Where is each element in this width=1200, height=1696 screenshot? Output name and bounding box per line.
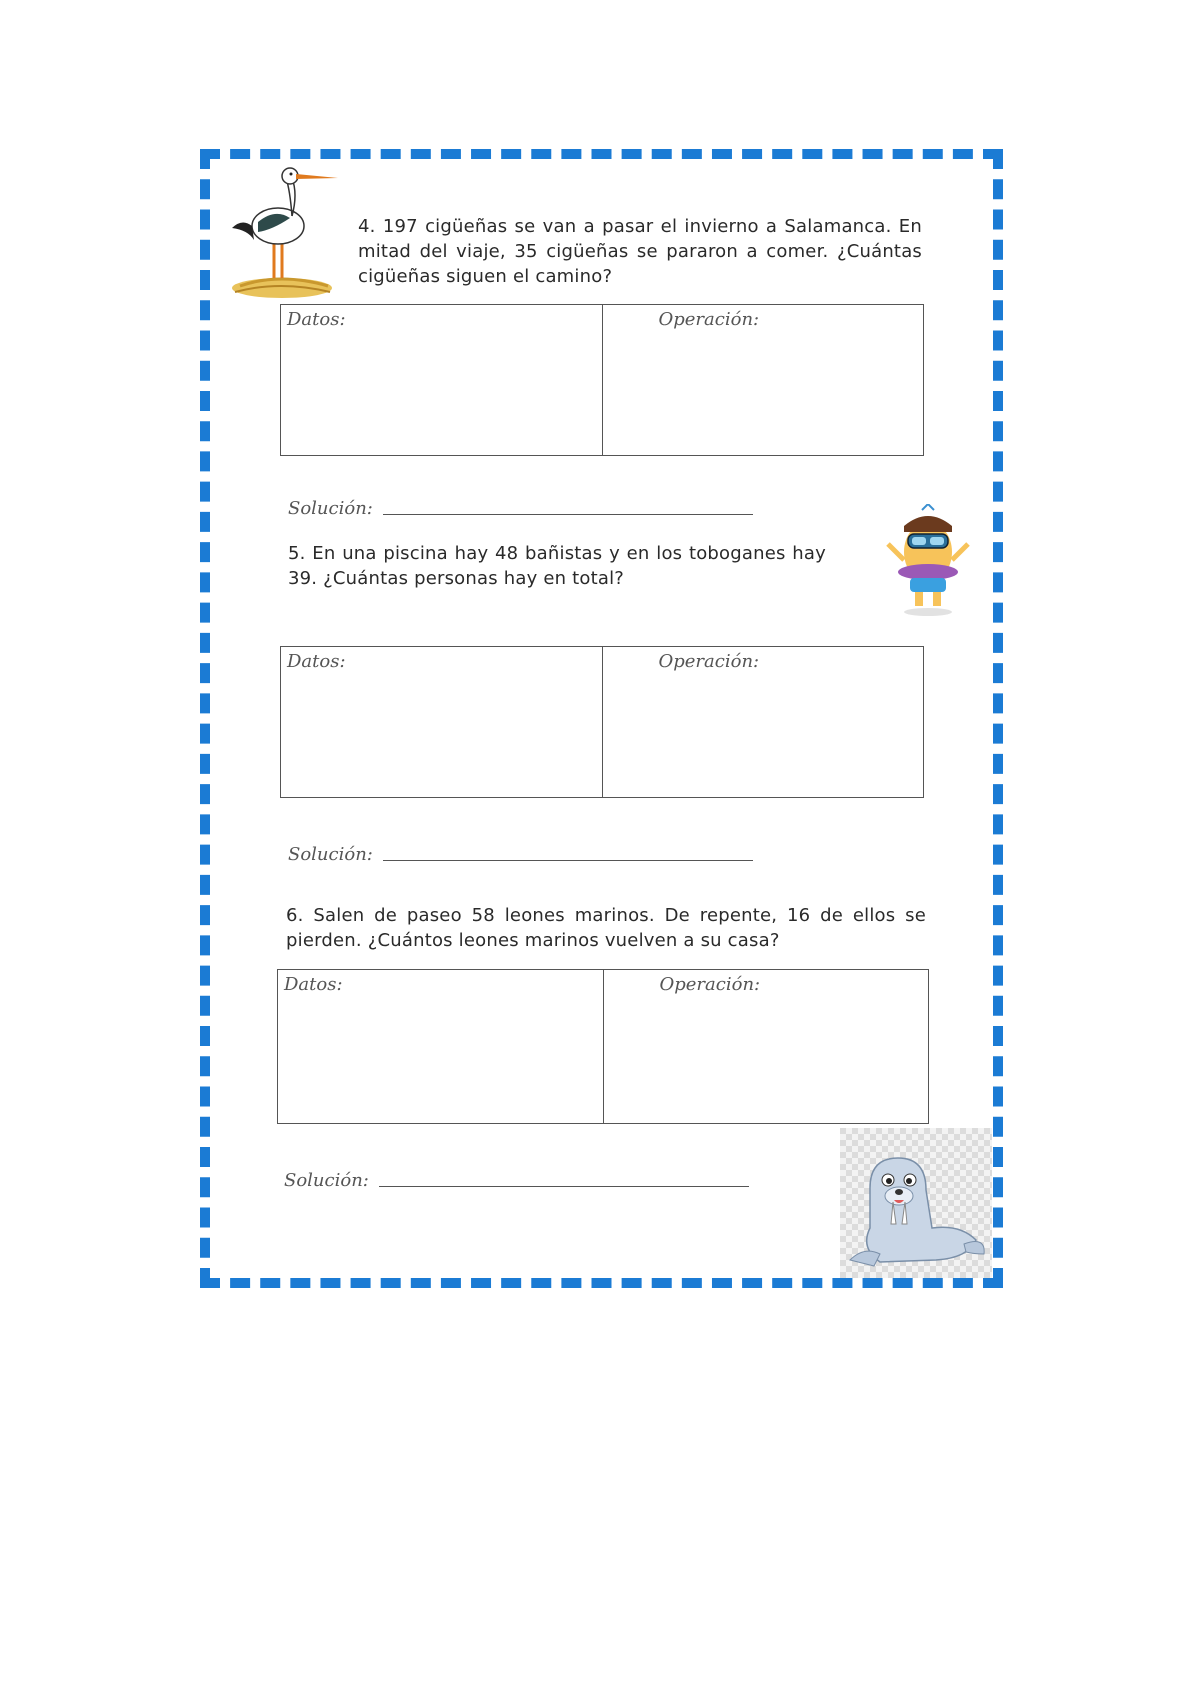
solution-line[interactable] xyxy=(379,1186,749,1187)
swimmer-icon xyxy=(882,504,974,616)
problem-5-answer-box xyxy=(280,646,924,798)
solucion-label: Solución: xyxy=(288,844,373,865)
datos-label: Datos: xyxy=(287,651,346,672)
datos-column[interactable] xyxy=(281,305,602,455)
operacion-label: Operación: xyxy=(658,651,760,672)
stork-icon xyxy=(220,160,345,300)
problem-6-solution xyxy=(284,1170,749,1191)
problem-5-text: 5. En una piscina hay 48 bañistas y en los toboganes hay 39. ¿Cuántas personas hay en total? xyxy=(288,543,826,589)
sea-lion-icon xyxy=(840,1128,992,1278)
problem-4-solution xyxy=(288,498,753,519)
operacion-label: Operación: xyxy=(658,309,760,330)
datos-label: Datos: xyxy=(284,974,343,995)
operacion-label: Operación: xyxy=(659,974,761,995)
datos-column[interactable] xyxy=(281,647,602,797)
solution-line[interactable] xyxy=(383,860,753,861)
problem-6-answer-box xyxy=(277,969,929,1124)
operacion-column[interactable] xyxy=(602,647,924,797)
datos-column[interactable] xyxy=(278,970,603,1123)
solution-line[interactable] xyxy=(383,514,753,515)
problem-4-text: 4. 197 cigüeñas se van a pasar el invierno a Salamanca. En mitad del viaje, 35 cigüeñas se pararon a comer. ¿Cuántas cigüeñas siguen el camino? xyxy=(358,216,922,287)
problem-4-answer-box xyxy=(280,304,924,456)
datos-label: Datos: xyxy=(287,309,346,330)
operacion-column[interactable] xyxy=(603,970,929,1123)
solucion-label: Solución: xyxy=(288,498,373,519)
operacion-column[interactable] xyxy=(602,305,924,455)
problem-5-solution xyxy=(288,844,753,865)
solucion-label: Solución: xyxy=(284,1170,369,1191)
problem-6-text: 6. Salen de paseo 58 leones marinos. De repente, 16 de ellos se pierden. ¿Cuántos leones marinos vuelven a su casa? xyxy=(286,905,926,951)
